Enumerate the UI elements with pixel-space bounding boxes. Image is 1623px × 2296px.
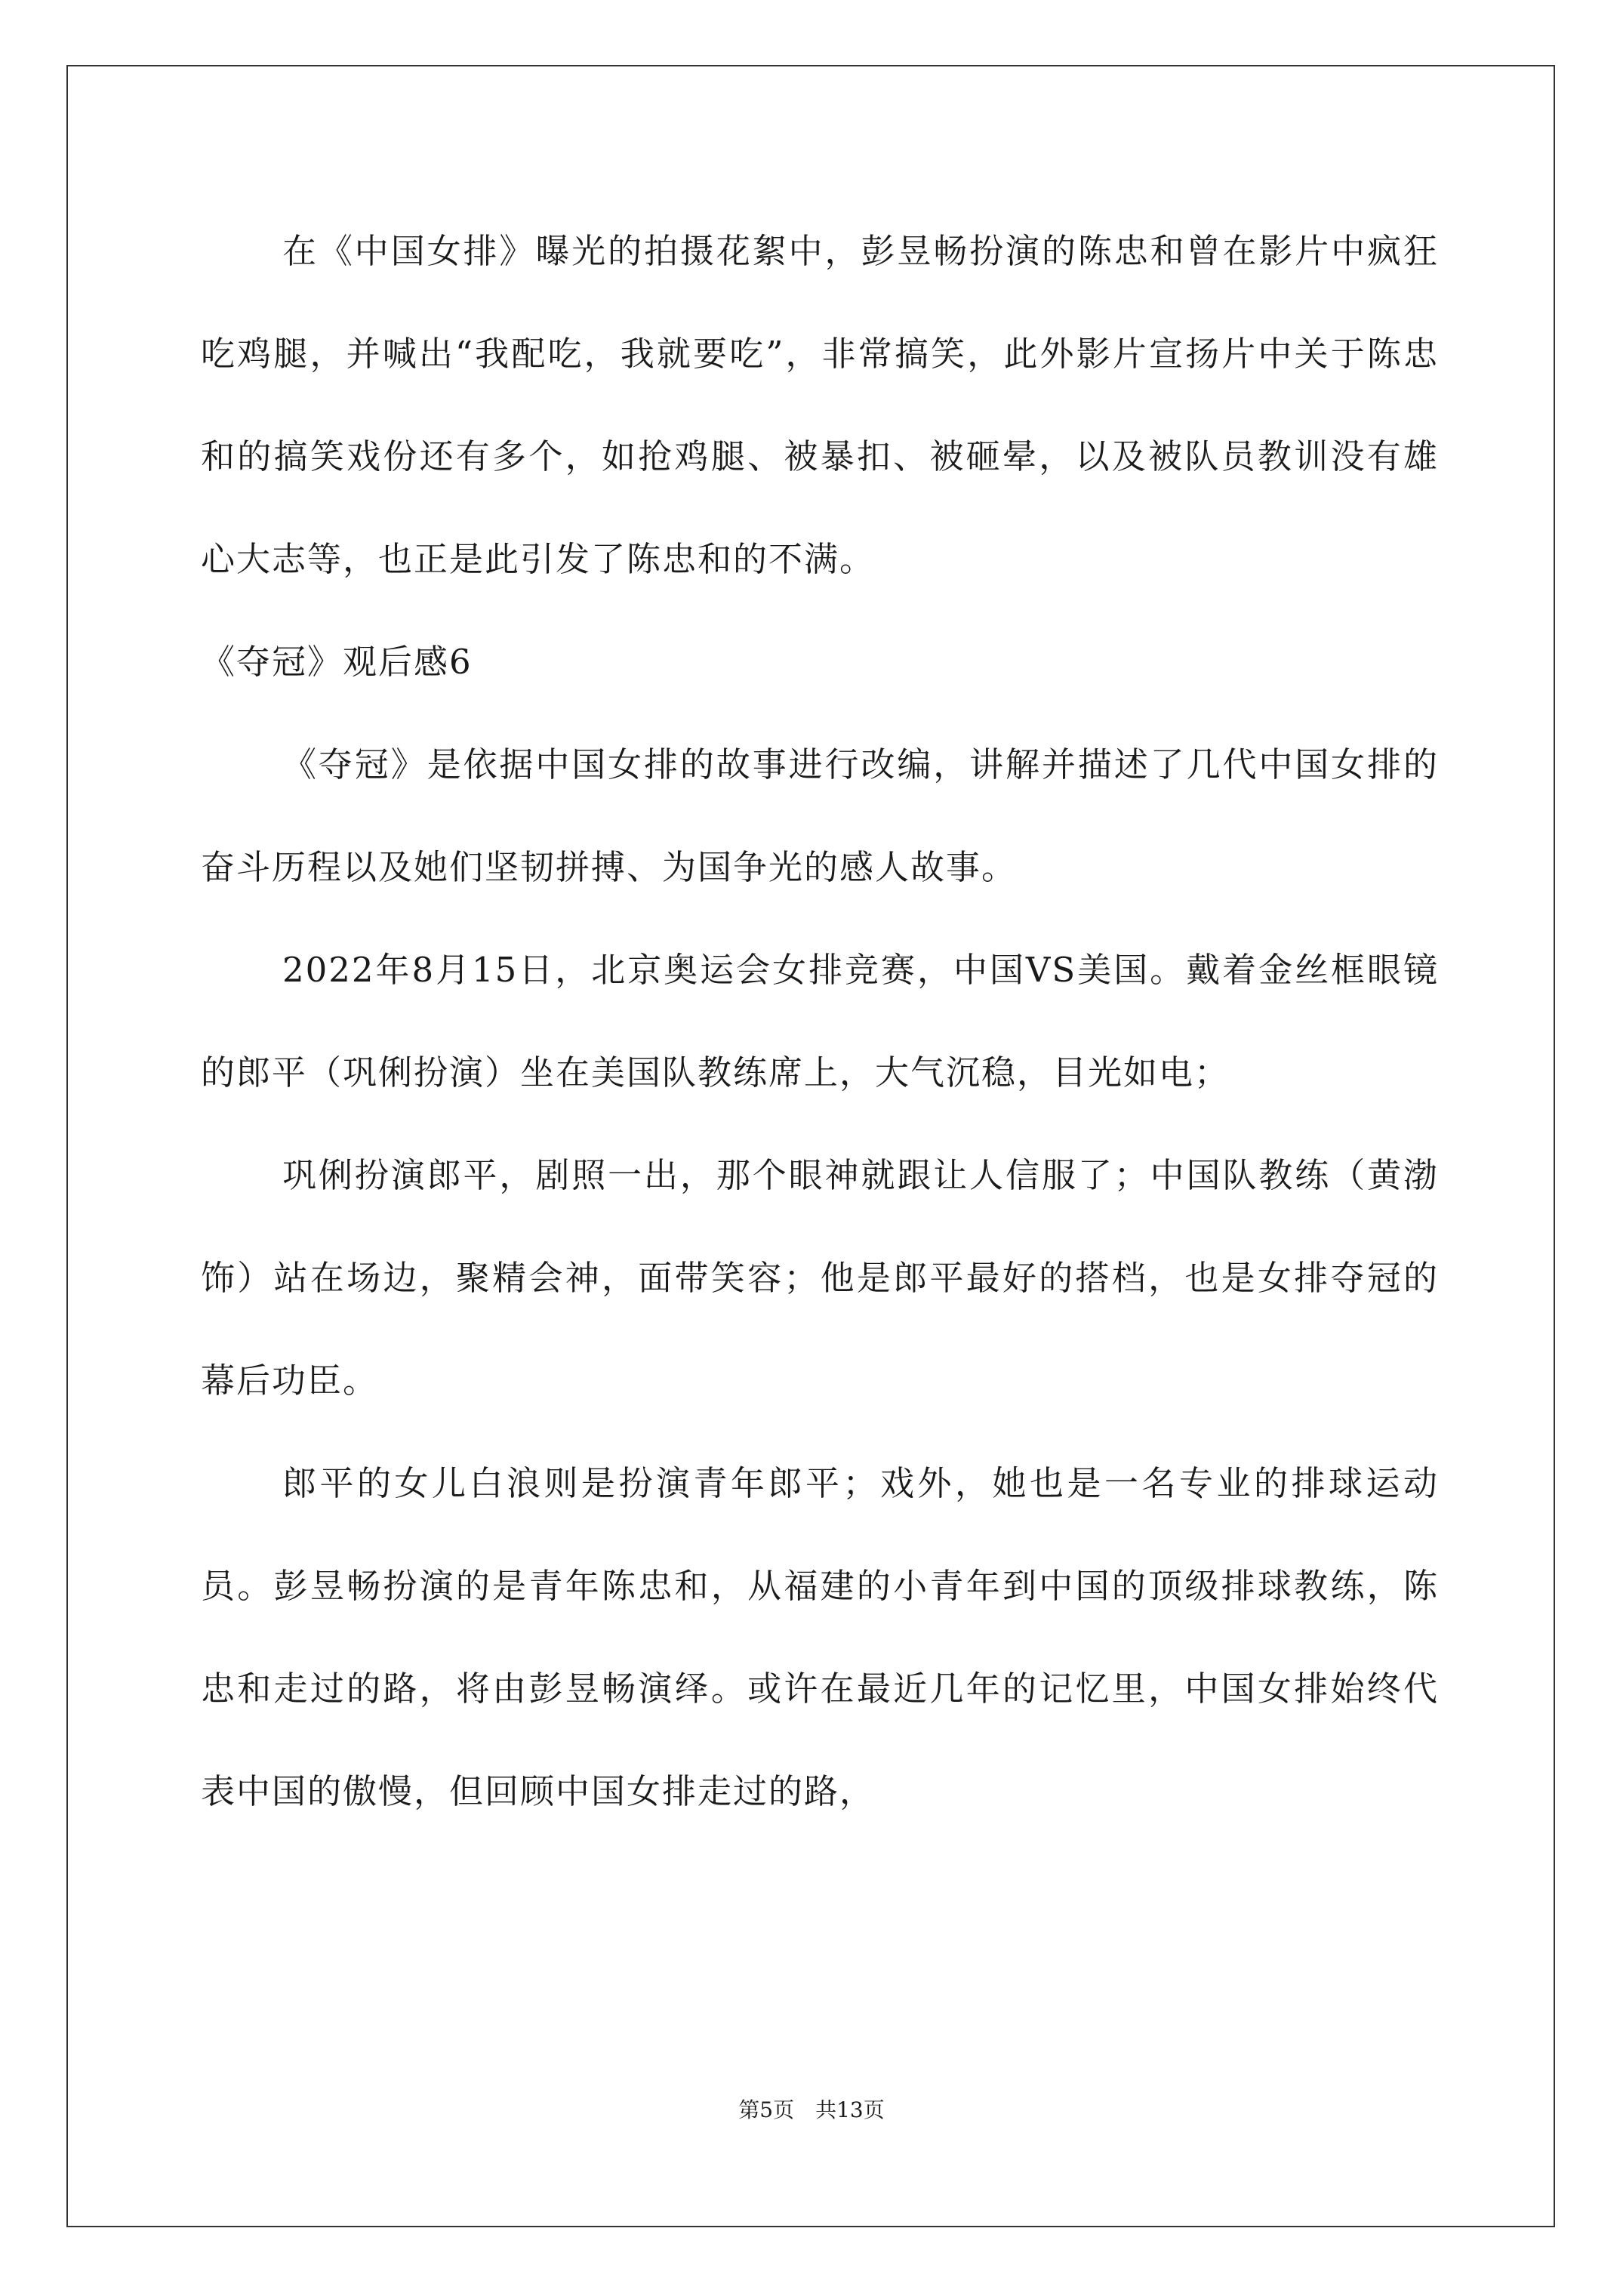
paragraph-gong-li: 巩俐扮演郎平，剧照一出，那个眼神就跟让人信服了；中国队教练（黄渤饰）站在场边，聚精会神，面带笑容；他是郎平最好的搭档，也是女排夺冠的幕后功臣。 (201, 1155, 1439, 1401)
document-body (201, 200, 1439, 1843)
section-heading: 《夺冠》观后感6 (201, 642, 473, 682)
paragraph-bai-lang: 郎平的女儿白浪则是扮演青年郎平；戏外，她也是一名专业的排球运动员。彭昱畅扮演的是青年陈忠和，从福建的小青年到中国的顶级排球教练，陈忠和走过的路，将由彭昱畅演绎。或许在最近几年的记忆里，中国女排始终代表中国的傲慢，但回顾中国女排走过的路， (201, 1463, 1439, 1811)
page-number-footer: 第5页 共13页 (738, 2097, 885, 2122)
paragraph-intro: 《夺冠》是依据中国女排的故事进行改编，讲解并描述了几代中国女排的奋斗历程以及她们坚韧拼搏、为国争光的感人故事。 (201, 744, 1439, 887)
paragraph-filming-trivia: 在《中国女排》曝光的拍摄花絮中，彭昱畅扮演的陈忠和曾在影片中疯狂吃鸡腿，并喊出“我配吃，我就要吃”，非常搞笑，此外影片宣扬片中关于陈忠和的搞笑戏份还有多个，如抢鸡腿、被暴扣、被砸晕，以及被队员教训没有雄心大志等，也正是此引发了陈忠和的不满。 (201, 231, 1439, 579)
paragraph-olympics: 2022年8月15日，北京奥运会女排竞赛，中国VS美国。戴着金丝框眼镜的郎平（巩俐扮演）坐在美国队教练席上，大气沉稳，目光如电； (201, 950, 1439, 1093)
